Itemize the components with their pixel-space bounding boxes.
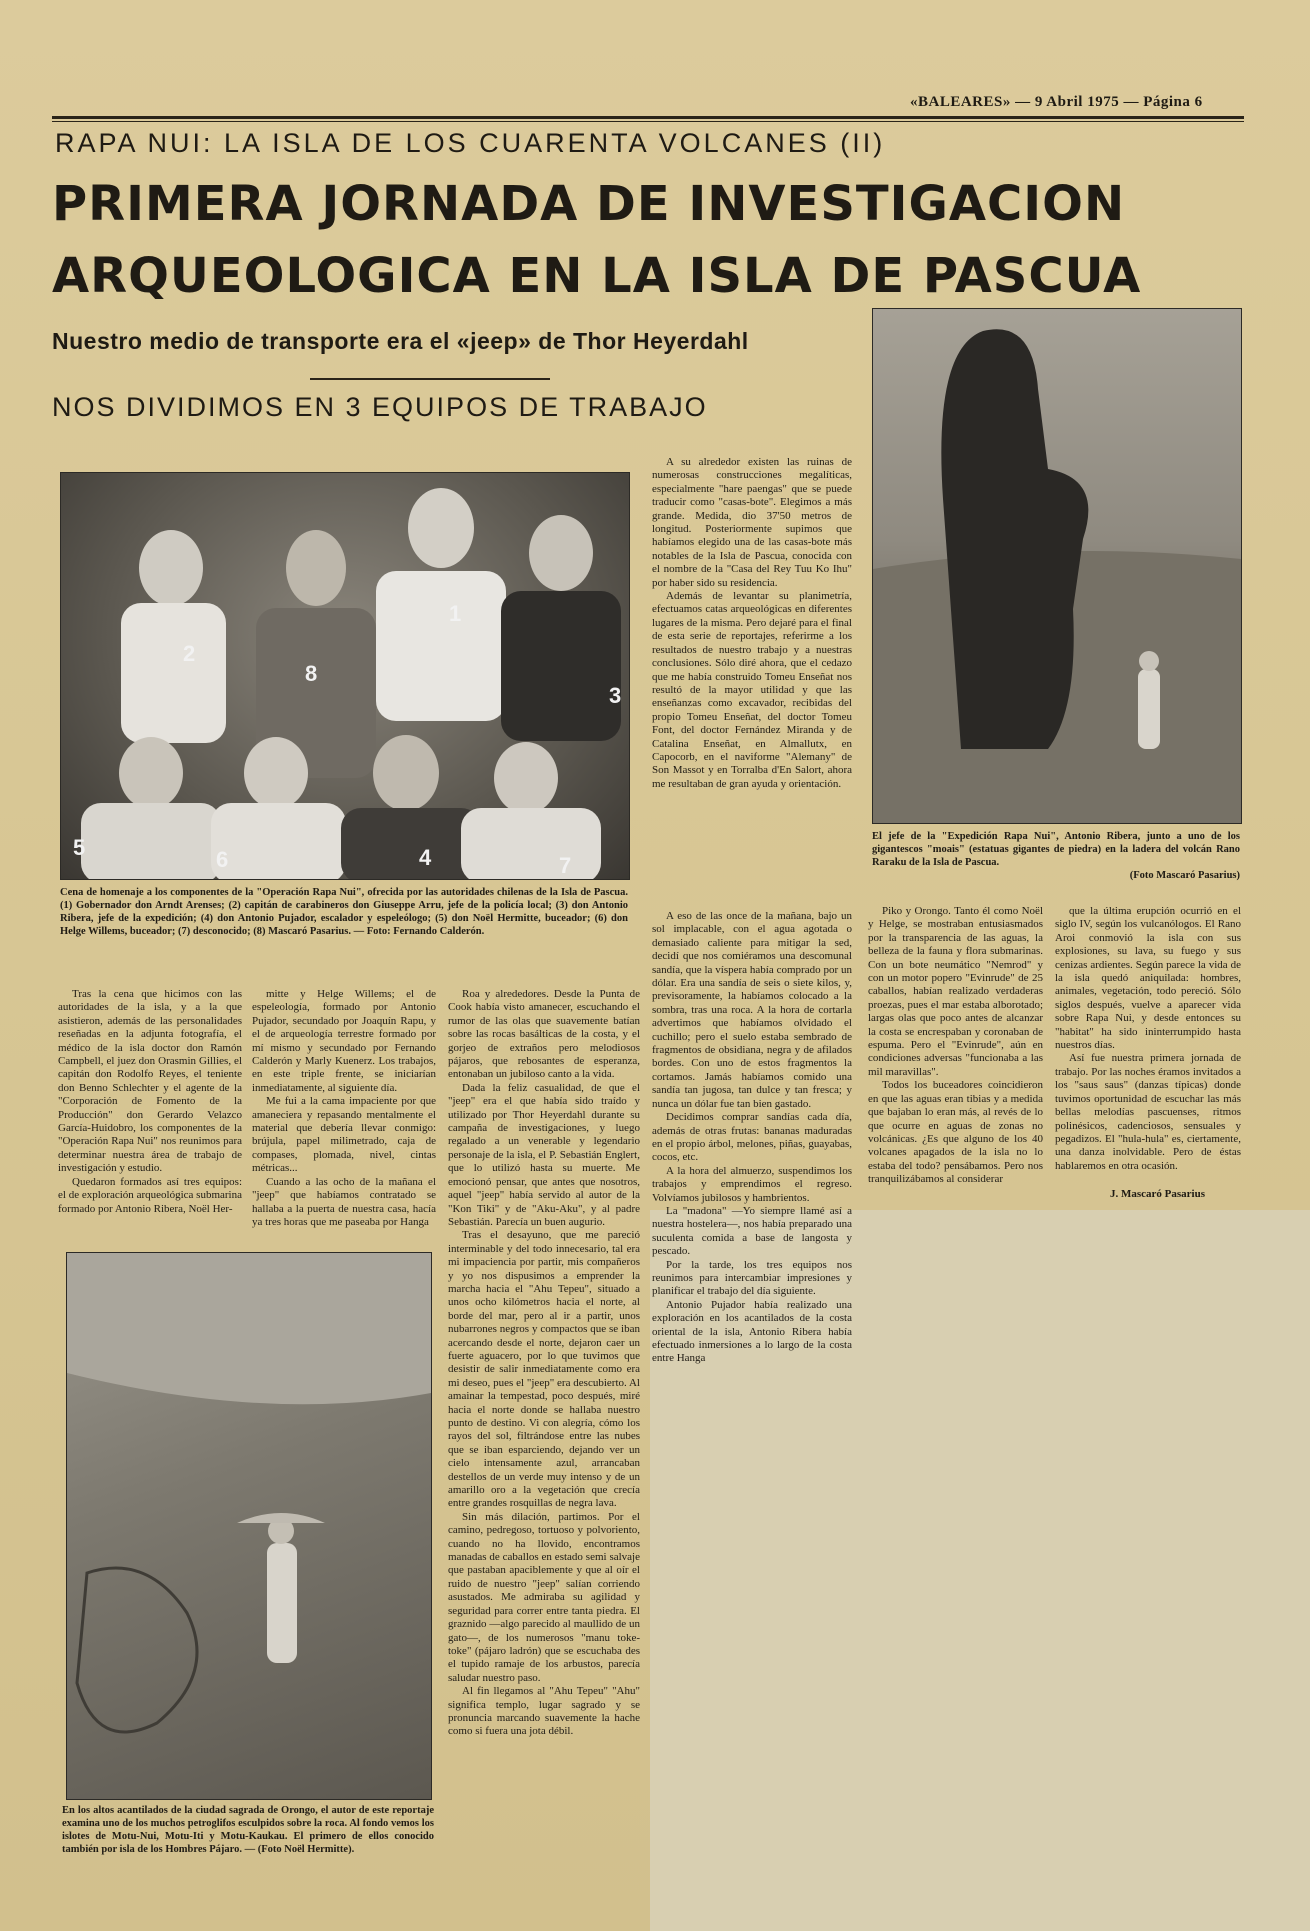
paragraph: A la hora del almuerzo, suspendimos los trabajos y emprendimos el regreso. Volvíamos jubilosos y hambrientos.: [652, 1164, 852, 1204]
header-rule-thin: [52, 121, 1244, 122]
person-number-3: 3: [609, 683, 622, 708]
person-number-1: 1: [449, 601, 462, 626]
paragraph: Sin más dilación, partimos. Por el camino, pedregoso, tortuoso y polvoriento, cuando no ha llovido, encontramos manadas de caballos en estado semi salvaje que pastaban apaciblemente y que al oír el ruido de nuestro "jeep" salían corriendo asustados. Me admiraba su agilidad y seguridad para correr entre tanta piedra. El graznido —algo parecido al maullido de un gato—, de los numerosos "manu toke-toke" (pájaro ladrón) que se escuchaba des el tupido ramaje de los arbustos, parecía saludar nuestro paso.: [448, 1510, 640, 1684]
dateline: «BALEARES» — 9 Abril 1975 — Página 6: [910, 94, 1203, 110]
column-5: [868, 905, 1043, 1187]
person-number-5: 5: [73, 835, 86, 860]
paragraph: Tras la cena que hicimos con las autoridades de la isla, y a la que asistieron, además de las personalidades reseñadas en la adjunta fotografía, el médico de la isla doctor don Ramón Campbell, el juez don Orasmin Gillies, el capitán don Rodolfo Reyes, el teniente don Benno Schlechter y el agente de la "Corporación de Fomento de la Producción" don Gerardo Velazco García-Huidobro, los componentes de la "Operación Rapa Nui" nos reunimos para determinar nuestra área de trabajo de investigación y estudio.: [58, 988, 242, 1175]
paragraph: A eso de las once de la mañana, bajo un sol implacable, con el agua agotada o demasiado caliente para mitigar la sed, decidí que nos comiéramos una descomunal sandía, que la víspera había comprado por un dólar. Era una sandía de seis o siete kilos, y, previsoramente, la habíamos colocado a la sombra, tras una roca. A la hora de cortarla advertimos que habíamos olvidado el cuchillo; pero el suelo estaba sembrado de fragmentos de obsidiana, negra y de afilados bordes. Con uno de estos fragmentos la cortamos. Jamás habíamos comido una sandía tan jugosa, tan dulce y tan fresca; y nunca un dólar fue tan bien gastado.: [652, 910, 852, 1110]
column-1: [58, 988, 242, 1216]
paragraph: mitte y Helge Willems; el de espeleología, formado por Antonio Pujador, secundado por Joaquín Rapu, y el de arqueología terrestre formado por mí mismo y secundado por Fernando Calderón y Marly Kuenerz. Los trabajos, en este triple frente, se iniciarían inmediatamente, al siguiente día.: [252, 988, 436, 1094]
paragraph: Por la tarde, los tres equipos nos reunimos para intercambiar impresiones y planificar el trabajo del día siguiente.: [652, 1258, 852, 1298]
paragraph: Todos los buceadores coincidieron en que las aguas eran tibias y a medida que bajaban lo eran más, al revés de lo que ocurre en aguas de zonas no volcánicas. ¿Es que alguno de los 40 volcanes apagados de la isla no lo estaba del todo? pensábamos. Pero nos tranquilizábamos al considerar: [868, 1079, 1043, 1186]
paragraph: A su alrededor existen las ruinas de numerosas construcciones megalíticas, especialmente "hare paengas" que se puede traducir como "casas-bote". Elegimos a más grande. Medida, dio 37'50 metros de longitud. Posteriormente supimos que habíamos elegido una de las casas-bote más notables de la Isla de Pascua, conocida con el nombre de la "Casa del Rey Tuu Ko Ihu" por haber sido su residencia.: [652, 456, 852, 589]
paragraph: Tras el desayuno, que me pareció interminable y del todo innecesario, tal era mi impaciencia por partir, mis compañeros y yo nos dispusimos a emprender la marcha hacia el "Ahu Tepeu", situado a unos ocho kilómetros hacia el norte, al borde del mar, pero al ir a partir, unos nubarrones negros y compactos que se iban acercando desde el norte, dejaron caer un fuerte aguacero, por lo que tuvimos que desistir de salir inmediatamente como era mi deseo, pues el "jeep" era descubierto. Al amainar la tempestad, poco después, miré hacia el norte donde se hallaba nuestro punto de destino. Vi con alegría, cómo los rayos del sol, filtrándose entre las nubes que se iban esparciendo, dejando ver un cielo intensamente azul, arrancaban destellos de un verde muy intenso y de un amarillo oro a la vegetación que crecía entre grandes rosquillas de negra lava.: [448, 1229, 640, 1510]
paragraph: Al fin llegamos al "Ahu Tepeu" "Ahu" significa templo, lugar sagrado y se pronuncia marcando suavemente la hache como si fuera una jota débil.: [448, 1685, 640, 1738]
person-number-4: 4: [419, 845, 432, 870]
subheadline-rule: [310, 378, 550, 380]
headline-line-2: ARQUEOLOGICA EN LA ISLA DE PASCUA: [52, 248, 1142, 304]
paragraph: Dada la feliz casualidad, de que el "jeep" era el que había sido traído y utilizado por Thor Heyerdahl durante su campaña de investigaciones, y luego regalado a un venerable y legendario personaje de la isla, el P. Sebastián Englert, que lo utilizó hasta su muerte. Me emocionó pensar, que antes que nosotros, aquel "jeep" había servido al autor de la "Kon Tiki" y de "Aku-Aku", y al padre Sebastián. Parecía un buen augurio.: [448, 1081, 640, 1228]
paragraph: Me fui a la cama impaciente por que amaneciera y repasando mentalmente el material que debería llevar conmigo: brújula, papel milimetrado, caja de compases, plomada, nivel, cintas métricas...: [252, 1095, 436, 1175]
headline-kicker: RAPA NUI: LA ISLA DE LOS CUARENTA VOLCANES (II): [55, 128, 886, 158]
paragraph: Además de levantar su planimetría, efectuamos catas arqueológicas en diferentes lugares de la misma. Pero dejaré para el final de esta serie de reportajes, referirme a los resultados de nuestro trabajo y a nuestras conclusiones. Sólo diré ahora, que el cedazo que me había construido Tomeu Enseñat nos resultó de la mayor utilidad y que las enseñanzas como excavador, recibidas del propio Tomeu Enseñat, del doctor Tomeu Font, del doctor Fernández Miranda y de Catalina Enseñat, en Almallutx, en Capocorb, en el naviforme "Alemany" de Son Massot y en Torralba d'En Salort, ahora me resultaban de gran ayuda y orientación.: [652, 590, 852, 790]
moai-photo-caption: El jefe de la "Expedición Rapa Nui", Antonio Ribera, junto a uno de los gigantescos "moais" (estatuas gigantes de piedra) en la ladera del volcán Rano Raraku de la Isla de Pascua.: [872, 831, 1240, 869]
person-number-2: 2: [183, 641, 196, 666]
column-3: [448, 988, 640, 1739]
group-photo-caption: Cena de homenaje a los componentes de la "Operación Rapa Nui", ofrecida por las autoridades chilenas de la Isla de Pascua. (1) Gobernador don Arndt Arenses; (2) capitán de carabineros don Giuseppe Arru, jefe de la policía local; (3) don Antonio Ribera, jefe de la expedición; (4) don Antonio Pujador, escalador y espeleólogo; (5) don Noël Hermitte, buceador; (6) don Helge Willems, buceador; (7) desconocido; (8) Mascaró Pasarius. — Foto: Fernando Calderón.: [60, 887, 628, 938]
column-4a: [652, 456, 852, 791]
person-number-7: 7: [559, 853, 572, 878]
subheadline-2: NOS DIVIDIMOS EN 3 EQUIPOS DE TRABAJO: [52, 392, 708, 422]
paragraph: Piko y Orongo. Tanto él como Noël y Helge, se mostraban entusiasmados por la transparencia de las aguas, la belleza de la fauna y flora submarinas. Con un bote neumático "Nemrod" y con un motor popero "Evinrude" de 25 caballos, habían realizado verdaderas proezas, pues el mar estaba alborotado; largas olas que poco antes de alcanzar la costa se encrespaban y coronaban de espuma. Pero el "Evinrude", aún en condiciones adversas "funcionaba a las mil maravillas".: [868, 905, 1043, 1078]
cliff-image: [67, 1253, 431, 1799]
cliff-photo-caption: En los altos acantilados de la ciudad sagrada de Orongo, el autor de este reportaje examina uno de los muchos petroglifos esculpidos sobre la roca. Al fondo vemos los islotes de Motu-Nui, Motu-Iti y Motu-Kaukau. El primero de ellos conocido también por isla de los Hombres Pájaro. — (Foto Noël Hermitte).: [62, 1805, 434, 1856]
author-signature: J. Mascaró Pasarius: [1110, 1188, 1206, 1200]
subheadline: Nuestro medio de transporte era el «jeep» de Thor Heyerdahl: [52, 328, 749, 354]
paragraph: Decidimos comprar sandías cada día, además de otras frutas: bananas maduradas en el propio árbol, melones, piñas, guayabas, cocos, etc.: [652, 1111, 852, 1164]
moai-photo: [872, 308, 1242, 824]
cliff-photo: [66, 1252, 432, 1800]
column-6: [1055, 905, 1241, 1173]
paragraph: Así fue nuestra primera jornada de trabajo. Por las noches éramos invitados a los "saus saus" (danzas típicas) donde tuvimos oportunidad de escuchar las más bellas melodías pascuenses, ritmos polinésicos, cadenciosos, sensuales y pegadizos. El "hula-hula" es, ciertamente, una danza inolvidable. Pero de éstas hablaremos en otra ocasión.: [1055, 1052, 1241, 1172]
paragraph: que la última erupción ocurrió en el siglo IV, según los vulcanólogos. El Rano Aroi conmovió la isla con sus explosiones, su lava, su fuego y sus cenizas ardientes. Según parece la vida de la isla quedó aniquilada: hombres, animales, vegetación, todo pereció. Sólo siglos después, vuelve a aparecer vida sobre Rapa Nui, y desde entonces su "habitat" ha sido ininterrumpido hasta nuestros días.: [1055, 905, 1241, 1052]
paragraph: Cuando a las ocho de la mañana el "jeep" que habíamos contratado se hallaba a la puerta de nuestra casa, hacía ya tres horas que me paseaba por Hanga: [252, 1175, 436, 1228]
moai-image: [873, 309, 1241, 823]
moai-photo-credit: (Foto Mascaró Pasarius): [1129, 870, 1240, 881]
paragraph: Quedaron formados así tres equipos: el de exploración arqueológica submarina formado por Antonio Ribera, Noël Her-: [58, 1175, 242, 1215]
group-photo-image: [61, 473, 629, 879]
person-number-6: 6: [216, 847, 229, 872]
column-4b: [652, 910, 852, 1366]
person-number-8: 8: [305, 661, 318, 686]
paragraph: Antonio Pujador había realizado una exploración en los acantilados de la costa oriental de la isla, Antonio Ribera había efectuado inmersiones a lo largo de la costa entre Hanga: [652, 1298, 852, 1365]
headline-line-1: PRIMERA JORNADA DE INVESTIGACION: [52, 176, 1126, 232]
group-photo: [60, 472, 630, 880]
header-rule: [52, 116, 1244, 119]
column-2: [252, 988, 436, 1229]
paragraph: Roa y alrededores. Desde la Punta de Cook había visto amanecer, escuchando el rumor de las olas que suavemente batían sobre las rocas basálticas de la costa, y el gorjeo de extraños pero melodiosos pájaros, que rebosantes de esperanza, entonaban un jubiloso canto a la vida.: [448, 988, 640, 1081]
paragraph: La "madona" —Yo siempre llamé así a nuestra hostelera—, nos había preparado una suculenta comida a base de langosta y pescado.: [652, 1204, 852, 1258]
